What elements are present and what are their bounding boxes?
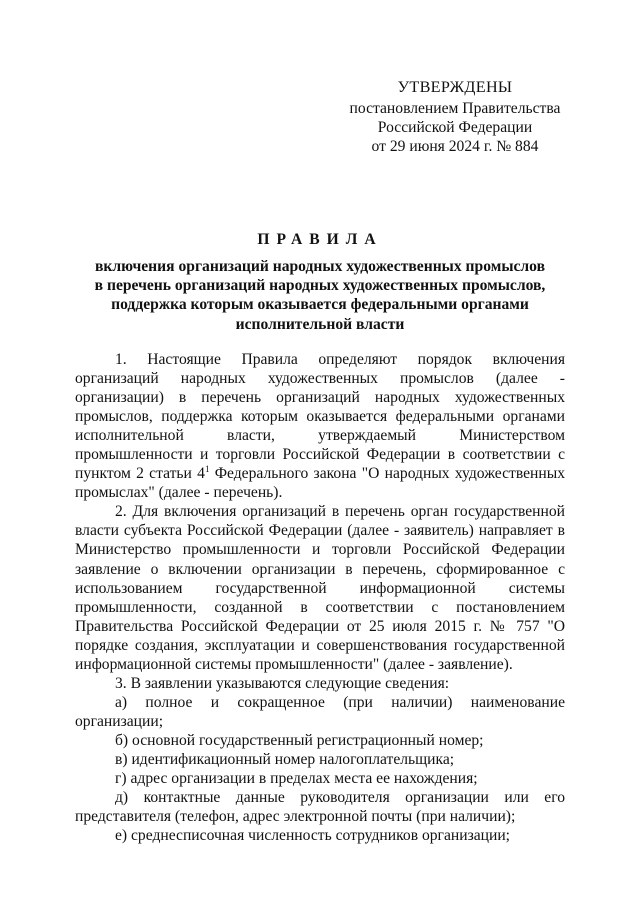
- paragraph-3: 3. В заявлении указываются следующие сведения:: [115, 674, 450, 692]
- list-item-d: д) контактные данные руководителя организации или его представителя (телефон, адрес электронной почты (при наличии);: [75, 789, 565, 826]
- subtitle-line-4: исполнительной власти: [235, 315, 405, 333]
- approval-block: [320, 78, 590, 156]
- approval-heading: УТВЕРЖДЕНЫ: [397, 78, 513, 96]
- paragraph-1-text: 1. Настоящие Правила определяют порядок включения организаций народных художественных промыслов (далее - организации) в перечень организаций народных художественных промыслов, поддержка которым оказывается федеральными органами исполнительной власти, утверждаемый Министерством промышленности и торговли Российской Федерации в соответствии с пунктом 2 статьи 4: [75, 351, 565, 483]
- list-item-b: б) основной государственный регистрационный номер;: [115, 731, 484, 749]
- approval-line-1: постановлением Правительства: [349, 100, 561, 117]
- document-body: [75, 350, 565, 845]
- subtitle-line-1: включения организаций народных художественных промыслов: [94, 258, 546, 275]
- document-subtitle: [60, 257, 580, 334]
- list-item-e: е) среднесписочная численность сотрудников организации;: [115, 827, 511, 845]
- document-title: ПРАВИЛА: [257, 231, 383, 248]
- list-item-g: г) адрес организации в пределах места ее нахождения;: [115, 770, 478, 788]
- subtitle-line-2: в перечень организаций народных художественных промыслов,: [94, 277, 546, 295]
- paragraph-1: [75, 350, 565, 502]
- superscript: 1: [204, 464, 210, 475]
- list-item-v: в) идентификационный номер налогоплательщика;: [115, 750, 455, 768]
- approval-line-2: Российской Федерации: [377, 119, 533, 136]
- subtitle-line-3: поддержка которым оказывается федеральными органами: [111, 296, 529, 314]
- paragraph-2: 2. Для включения организаций в перечень орган государственной власти субъекта Российской Федерации (далее - заявитель) направляет в Министерство промышленности и торговли Российской Федерации заявление о включении организации в перечень, сформированное с использованием государственной информационной системы промышленности, созданной в соответствии с постановлением Правительства Российской Федерации от 25 июля 2015 г. № 757 "О порядке создания, эксплуатации и совершенствования государственной информационной системы промышленности" (далее - заявление).: [75, 503, 565, 673]
- list-item-a: а) полное и сокращенное (при наличии) наименование организации;: [75, 693, 565, 730]
- approval-line-3: от 29 июня 2024 г. № 884: [371, 138, 539, 155]
- paragraph-1-text-end: Федерального закона "О народных художественных промыслах" (далее - перечень).: [75, 465, 565, 502]
